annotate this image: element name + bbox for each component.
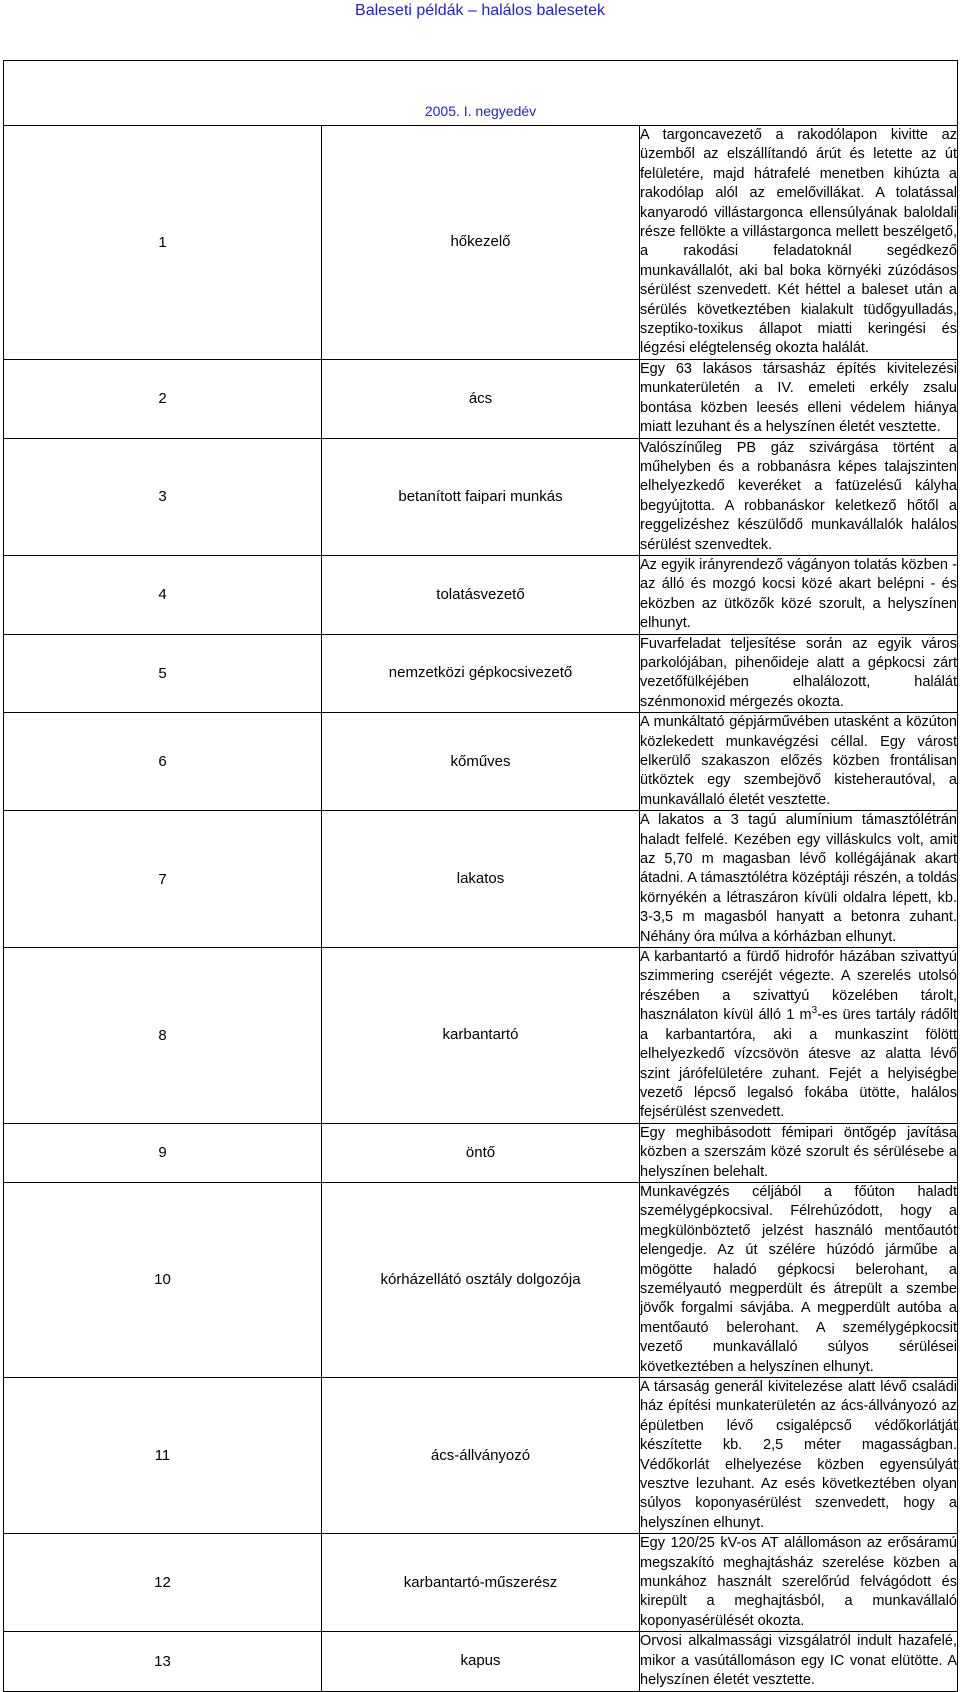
- row-occupation: kőműves: [322, 713, 640, 811]
- description-part-a: A karbantartó a fürdő hidrofór házában szivattyú szimmering cseréjét végezte. A szerelés utolsó részében a szivattyú közelében tárolt, használaton kívül álló 1 m: [640, 949, 957, 1024]
- row-number: 3: [4, 438, 322, 555]
- row-number: 12: [4, 1534, 322, 1632]
- page-title: Baleseti példák – halálos balesetek: [355, 2, 605, 19]
- row-occupation: tolatásvezető: [322, 555, 640, 634]
- row-number: 11: [4, 1378, 322, 1534]
- row-occupation: kórházellátó osztály dolgozója: [322, 1182, 640, 1377]
- row-occupation: kapus: [322, 1632, 640, 1691]
- row-occupation: karbantartó-műszerész: [322, 1534, 640, 1632]
- row-description: Egy 120/25 kV-os AT alállomáson az erősáramú megszakító meghajtásház szerelése közben a munkához használt szerelőrúd felvágódott és kirepült a meghajtásból, a munkavállaló koponyasérülését okozta.: [640, 1534, 958, 1632]
- row-occupation: karbantartó: [322, 948, 640, 1124]
- row-description: Az egyik irányrendező vágányon tolatás közben - az álló és mozgó kocsi közé akart belépni - és eközben az ütközők közé szorult, a helyszínen elhunyt.: [640, 555, 958, 634]
- row-number: 7: [4, 811, 322, 948]
- row-number: 8: [4, 948, 322, 1124]
- row-number: 5: [4, 634, 322, 713]
- table-row: [4, 359, 958, 438]
- superscript-exponent: 3: [811, 1005, 818, 1017]
- table-row: [4, 1123, 958, 1182]
- row-description: A társaság generál kivitelezése alatt lévő családi ház építési munkaterületén az ács-állványozó az épületben lévő csigalépcső védőkorlátját készítette kb. 2,5 méter magasságban. Védőkorlát elhelyezése közben egyensúlyát vesztve lezuhant. Az esés következtében olyan súlyos koponyasérülést szenvedett, hogy a helyszínen elhunyt.: [640, 1378, 958, 1534]
- accidents-table: [3, 60, 958, 1692]
- row-number: 2: [4, 359, 322, 438]
- row-description: Orvosi alkalmassági vizsgálatról indult hazafelé, mikor a vasútállomáson egy IC vonat elütötte. A helyszínen életét vesztette.: [640, 1632, 958, 1691]
- row-occupation: lakatos: [322, 811, 640, 948]
- table-row: [4, 126, 958, 360]
- row-occupation: betanított faipari munkás: [322, 438, 640, 555]
- row-description: A munkáltató gépjárművében utasként a közúton közlekedett munkavégzési céllal. Egy várost elkerülő szakaszon előzés közben frontálisan ütköztek egy szembejövő kisteherautóval, a munkavállaló életét vesztette.: [640, 713, 958, 811]
- row-description: Fuvarfeladat teljesítése során az egyik város parkolójában, pihenőideje alatt a gépkocsi zárt vezetőfülkéjében elhalálozott, halálát szénmonoxid mérgezés okozta.: [640, 634, 958, 713]
- row-number: 10: [4, 1182, 322, 1377]
- table-row: [4, 811, 958, 948]
- row-occupation: nemzetközi gépkocsivezető: [322, 634, 640, 713]
- row-number: 6: [4, 713, 322, 811]
- table-row: [4, 713, 958, 811]
- table-row: [4, 1182, 958, 1377]
- row-description: Munkavégzés céljából a főúton haladt személygépkocsival. Félrehúzódott, hogy a megkülönböztető jelzést használó mentőautót elengedje. Az út szélére húzódó járműbe a mögötte haladó gépkocsi belerohant, a személyautó megperdült és átrepült a szembe jövők forgalmi sávjába. A megperdült autóba a mentőautó belerohant. A személygépkocsit vezető munkavállaló súlyos sérülései következtében a helyszínen elhunyt.: [640, 1182, 958, 1377]
- row-description: A lakatos a 3 tagú alumínium támasztólétrán haladt felfelé. Kezében egy villáskulcs volt, amit az 5,70 m magasban lévő kollégájának akart átadni. A támasztólétra középtáji részén, a toldás környékén a létraszáron kívüli oldalra lépett, kb. 3-3,5 m magasból hanyatt a betonra zuhant. Néhány óra múlva a kórházban elhunyt.: [640, 811, 958, 948]
- row-description-text: [640, 949, 957, 1120]
- row-number: 1: [4, 126, 322, 360]
- row-description: Egy meghibásodott fémipari öntőgép javítása közben a szerszám közé szorult és sérülésebe a helyszínen belehalt.: [640, 1123, 958, 1182]
- table-row: [4, 438, 958, 555]
- row-occupation: ács-állványozó: [322, 1378, 640, 1534]
- table-row: [4, 555, 958, 634]
- table-row: [4, 948, 958, 1124]
- period-label: 2005. I. negyedév: [4, 61, 958, 126]
- table-row: [4, 1632, 958, 1691]
- row-description: Valószínűleg PB gáz szivárgása történt a műhelyben és a robbanásra képes talajszinten elhelyezkedő keveréket a fatüzelésű kályha begyújtotta. A robbanáskor keletkező hőtől a reggelizéshez készülődő munkavállalók halálos sérülést szenvedtek.: [640, 438, 958, 555]
- row-description: [640, 948, 958, 1124]
- row-occupation: öntő: [322, 1123, 640, 1182]
- row-number: 4: [4, 555, 322, 634]
- row-number: 13: [4, 1632, 322, 1691]
- row-occupation: hőkezelő: [322, 126, 640, 360]
- row-description: A targoncavezető a rakodólapon kivitte az üzemből az elszállítandó árút és letette az út felületére, majd hátrafelé menetben kihúzta a rakodólap alól az emelővillákat. A tolatással kanyarodó villástargonca ellensúlyának baloldali része fellökte a villástargonca mellett beszélgető, a rakodási feladatoknál segédkező munkavállalót, aki bal boka környéki zúzódásos sérülést szenvedett. Két héttel a baleset után a sérülés következtében kialakult tüdőgyulladás, szeptiko-toxikus állapot miatti keringési és légzési elégtelenség okozta halálát.: [640, 126, 958, 360]
- row-description: Egy 63 lakásos társasház építés kivitelezési munkaterületén a IV. emeleti erkély zsalu bontása közben leesés elleni védelem hiánya miatt lezuhant és a helyszínen életét vesztette.: [640, 359, 958, 438]
- period-row: [4, 61, 958, 126]
- row-occupation: ács: [322, 359, 640, 438]
- table-row: [4, 1534, 958, 1632]
- row-number: 9: [4, 1123, 322, 1182]
- description-part-b: -es üres tartály rádőlt a karbantartóra, aki a munkaszint fölött elhelyezkedő vízcsövön átesve az alatta lévő szint járófelületére zuhant. Fejét a helyiségbe vezető lépcső legalsó fokába ütötte, halálos fejsérülést szenvedett.: [640, 1007, 957, 1121]
- table-row: [4, 634, 958, 713]
- table-row: [4, 1378, 958, 1534]
